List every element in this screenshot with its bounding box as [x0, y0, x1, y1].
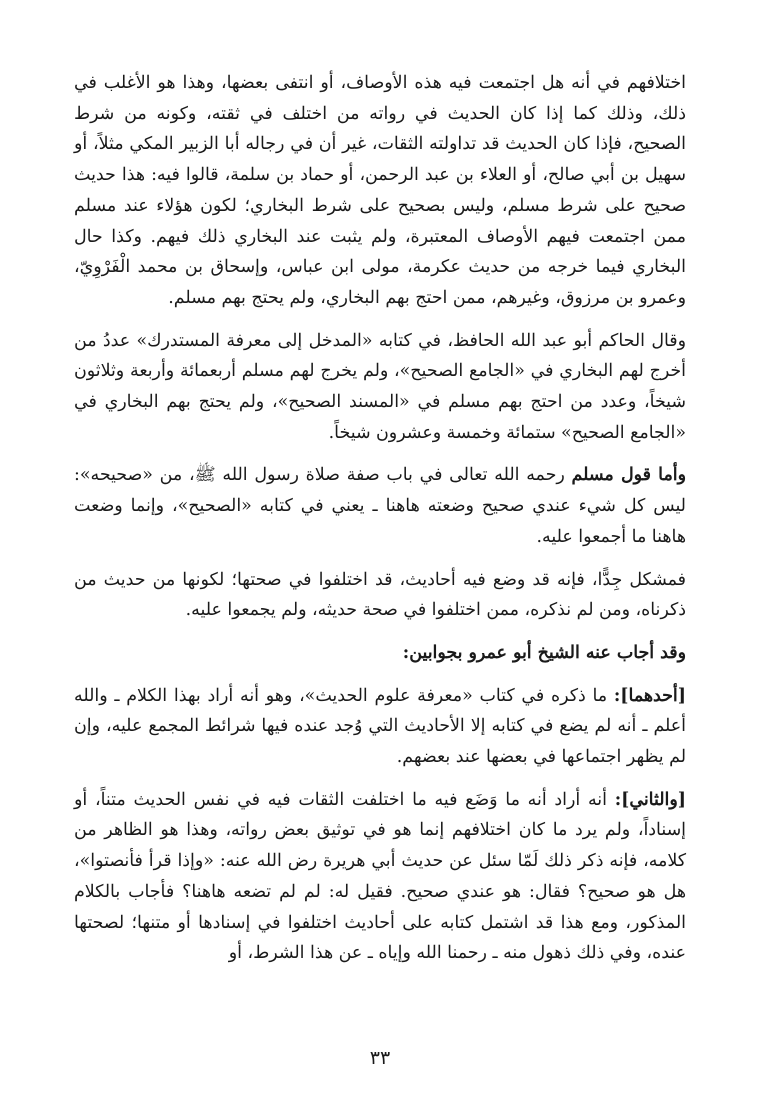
paragraph-6-text: ما ذكره في كتاب «معرفة علوم الحديث»، وهو أنه أراد بهذا الكلام ـ والله أعلم ـ أنه لم يضع في كتابه إلا الأحاديث التي وُجد عنده فيها شرائط المجمع عليه، وإن لم يظهر اجتماعها في بعضها عند بعضهم. [74, 685, 686, 768]
paragraph-3-text: رحمه الله تعالى في باب صفة صلاة رسول الله ﷺ، من «صحيحه»: ليس كل شيء عندي صحيح وضعته هاهنا ـ يعني في كتابه «الصحيح»، وإنما وضعت هاهنا ما أجمعوا عليه. [74, 465, 686, 547]
paragraph-separator [74, 626, 686, 638]
paragraph-6-lead: [أحدهما]: [613, 685, 686, 706]
paragraph-1 [74, 68, 686, 314]
paragraph-3-lead: وأما قول مسلم [571, 465, 687, 486]
paragraph-4 [74, 565, 686, 626]
paragraph-7-lead: [والثاني]: [614, 789, 686, 810]
paragraph-2-text: وقال الحاكم أبو عبد الله الحافظ، في كتابه «المدخل إلى معرفة المستدرك» عددُ من أخرج لهم البخاري في «الجامع الصحيح»، ولم يخرج لهم مسلم أربعمائة وأربعة وثلاثون شيخاً، وعدد من احتج بهم مسلم في «المسند الصحيح»، ولم يحتج بهم البخاري في «الجامع الصحيح» ستمائة وخمسة وعشرون شيخاً. [74, 330, 686, 443]
paragraph-separator [74, 314, 686, 326]
answer-heading: وقد أجاب عنه الشيخ أبو عمرو بجوابين: [402, 642, 686, 663]
paragraph-separator [74, 553, 686, 565]
paragraph-2 [74, 326, 686, 449]
paragraph-separator [74, 773, 686, 785]
paragraph-7 [74, 785, 686, 969]
paragraph-6 [74, 681, 686, 773]
paragraph-1-text: اختلافهم في أنه هل اجتمعت فيه هذه الأوصاف، أو انتفى بعضها، وهذا هو الأغلب في ذلك، وذلك كما إذا كان الحديث في رواته من اختلف في ثقته، وكونه من شرط الصحيح، فإذا كان الحديث قد تداولته الثقات، غير أن في رجاله أبا الزبير المكي مثلاً، أو سهيل بن أبي صالح، أو العلاء بن عبد الرحمن، أو حماد بن سلمة، قالوا فيه: هذا حديث صحيح على شرط مسلم، وليس بصحيح على شرط البخاري؛ لكون هؤلاء عند مسلم ممن اجتمعت فيهم الأوصاف المعتبرة، ولم يثبت عند البخاري ذلك فيهم. وكذا حال البخاري فيما خرجه من حديث عكرمة، مولى ابن عباس، وإسحاق بن محمد الْفَرْوِيّ، وعمرو بن مرزوق، وغيرهم، ممن احتج بهم البخاري، ولم يحتج بهم مسلم. [74, 73, 686, 308]
page-number: ٣٣ [369, 1047, 391, 1069]
paragraph-5-heading [74, 638, 686, 669]
paragraph-3 [74, 460, 686, 552]
paragraph-7-text: أنه أراد أنه ما وَضَع فيه ما اختلفت الثقات فيه في نفس الحديث متناً، أو إسناداً، ولم يرد ما كان اختلافهم إنما هو في توثيق بعض رواته، وهذا هو الظاهر من كلامه، فإنه ذكر ذلك لَمّا سئل عن حديث أبي هريرة رض الله عنه: «وإذا قرأ فأنصتوا»، هل هو صحيح؟ فقال: هو عندي صحيح. فقيل له: لم لم تضعه هاهنا؟ فأجاب بالكلام المذكور، ومع هذا قد اشتمل كتابه على أحاديث اختلفوا في إسنادها أو متنها؛ لصحتها عنده، وفي ذلك ذهول منه ـ رحمنا الله وإياه ـ عن هذا الشرط، أو [74, 789, 686, 964]
paragraph-4-text: فمشكل جِدًّا، فإنه قد وضع فيه أحاديث، قد اختلفوا في صحتها؛ لكونها من حديث من ذكرناه، ومن لم نذكره، ممن اختلفوا في صحة حديثه، ولم يجمعوا عليه. [74, 569, 686, 621]
paragraph-separator [74, 448, 686, 460]
paragraph-separator [74, 669, 686, 681]
